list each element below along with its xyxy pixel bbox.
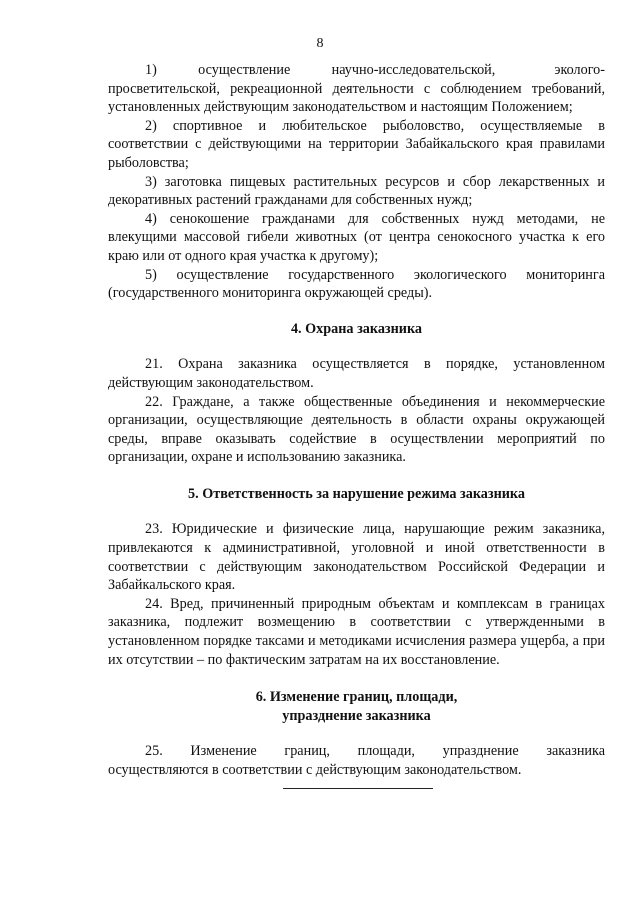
end-separator-line [283, 788, 433, 789]
list-item-4: 4) сенокошение гражданами для собственных нужд методами, не влекущими массовой гибели животных (от центра сенокосного участка к его краю или от одного края участка к другому); [108, 210, 605, 264]
page-number: 8 [316, 36, 324, 51]
section-4-heading: 4. Охрана заказника [290, 320, 423, 337]
section-6-heading-line-1: 6. Изменение границ, площади, [255, 689, 458, 706]
document-body [108, 61, 605, 780]
section-6-heading [108, 688, 605, 725]
section-5-heading: 5. Ответственность за нарушение режима заказника [188, 485, 525, 502]
section-6-heading-line-2: упразднение заказника [282, 707, 431, 724]
paragraph-22: 22. Граждане, а также общественные объединения и некоммерческие организации, осуществляющие деятельность в области охраны окружающей среды, вправе оказывать содействие в осуществлении мероприятий по организации, охране и использованию заказника. [108, 393, 605, 466]
list-item-2: 2) спортивное и любительское рыболовство, осуществляемые в соответствии с действующими на территории Забайкальского края правилами рыболовства; [108, 117, 605, 171]
paragraph-23: 23. Юридические и физические лица, нарушающие режим заказника, привлекаются к административной, уголовной и иной ответственности в соответствии с действующим законодательством Российской Федерации и Забайкальского края. [108, 521, 605, 594]
paragraph-21: 21. Охрана заказника осуществляется в порядке, установленном действующим законодательством. [108, 356, 605, 391]
list-item-5: 5) осуществление государственного экологического мониторинга (государственного мониторинга окружающей среды). [108, 266, 605, 302]
paragraph-25: 25. Изменение границ, площади, упразднение заказника осуществляются в соответствии с действующим законодательством. [108, 743, 605, 778]
list-item-3: 3) заготовка пищевых растительных ресурсов и сбор лекарственных и декоративных растений гражданами для собственных нужд; [108, 173, 605, 209]
paragraph-24: 24. Вред, причиненный природным объектам и комплексам в границах заказника, подлежит возмещению в соответствии с утвержденными в установленном порядке таксами и методиками исчисления размера ущерба, а при их отсутствии – по фактическим затратам на их восстановление. [108, 595, 605, 668]
list-item-1: 1) осуществление научно-исследовательской, эколого-просветительской, рекреационной деятельности с соблюдением требований, установленных действующим законодательством и настоящим Положением; [108, 62, 605, 116]
